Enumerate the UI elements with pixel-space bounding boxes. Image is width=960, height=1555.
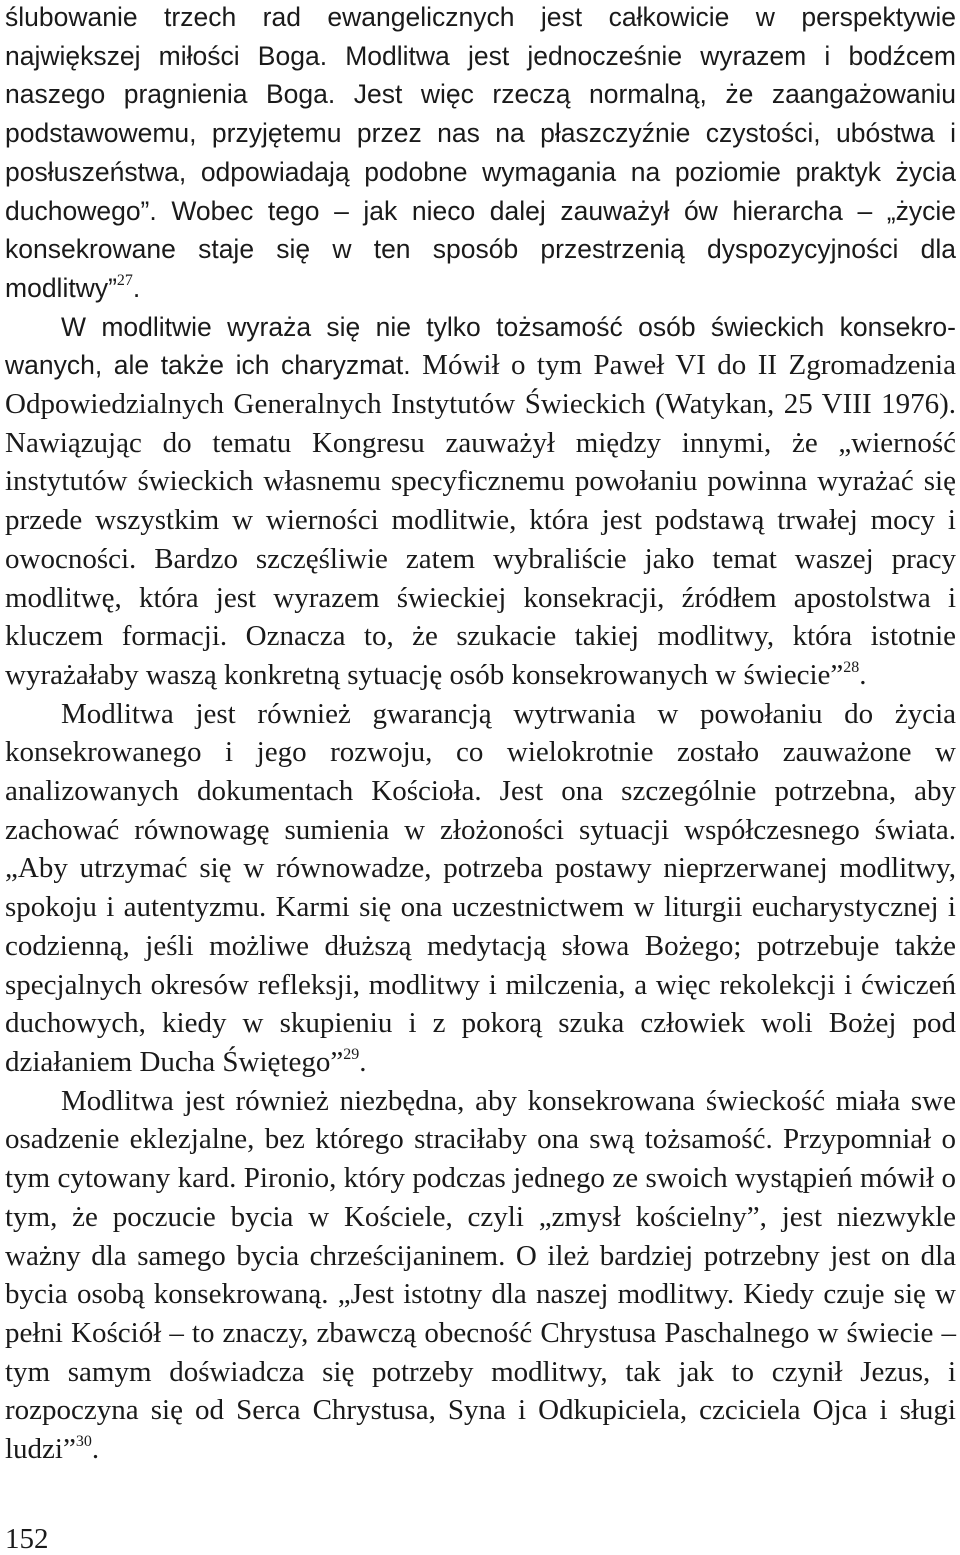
paragraph-4-end: .: [91, 1433, 100, 1466]
paragraph-1-text: ślubowanie trzech rad ewangelicznych jest całkowicie w perspektywie największej miłości Boga. Modlitwa jest jednocześnie wyrazem i bodźcem naszego pragnienia Boga. Jest więc rzeczą normalną, że zaangażowaniu podstawowemu, przyjętemu przez nas na płaszczyźnie czystości, ubóstwa i posłuszeństwa, odpowiadają podobne wymagania na poziomie praktyk życia duchowego”. Wobec tego – jak nieco dalej zauważył ów hierarcha – „życie konsekrowane staje się w ten sposób przestrzenią dyspozycyjności dla modlitwy”: [5, 2, 956, 303]
paragraph-4: [5, 1082, 956, 1469]
paragraph-2-end: .: [859, 658, 867, 691]
paragraph-4-text: Modlitwa jest również niezbędna, aby konsekrowana świeckość miała swe osadzenie eklezjalne, bez którego straciłaby ona swą tożsamość. Przypomniał o tym cytowany kard. Pironio, który podczas jednego ze swoich wystąpień mówił o tym, że poczucie bycia w Kościele, czyli „zmysł kościelny”, jest niezwykle ważny dla samego bycia chrześcijaninem. O ileż bardziej potrzebny jest on dla bycia osobą konsekrowaną. „Jest istotny dla naszej modlitwy. Kiedy czuje się w pełni Kościół – to znaczy, zbawczą obecność Chrystusa Paschalnego w świecie – tym samym doświadcza się potrzeby modlitwy, tak jak to czynił Jezus, i rozpoczyna się od Serca Chrystusa, Syna i Odkupiciela, czciciela Ojca i sługi ludzi”: [5, 1084, 956, 1466]
footnote-ref-30: 30: [75, 1433, 92, 1451]
body-text: [5, 0, 956, 1469]
paragraph-3-end: .: [359, 1045, 367, 1078]
paragraph-3-text: Modlitwa jest również gwarancją wytrwania w powołaniu do życia konsekrowanego i jego rozwoju, co wielokrotnie zostało zauważone w analizowanych dokumentach Kościoła. Jest ona szczególnie potrzebna, aby zachować równowagę sumienia w złożoności sytuacji współczesnego świata. „Aby utrzymać się w równowadze, potrzeba postawy nieprzerwanej modlitwy, spokoju i autentyzmu. Karmi się ona uczestnictwem w liturgii eucharystycznej i codzienną, jeśli możliwe dłuższą medytacją słowa Bożego; potrzebuje także specjalnych okresów refleksji, modlitwy i milczenia, a więc rekolekcji i ćwiczeń duchowych, kiedy w skupieniu i z pokorą szuka człowiek woli Bożej pod działaniem Ducha Świętego”: [5, 697, 956, 1078]
paragraph-1-end: .: [132, 272, 141, 303]
paragraph-2: [5, 308, 956, 695]
paragraph-3: [5, 695, 956, 1082]
page-number: 152: [5, 1523, 49, 1555]
footnote-ref-29: 29: [343, 1045, 360, 1063]
footnote-ref-28: 28: [843, 658, 860, 676]
paragraph-1: [5, 0, 956, 308]
paragraph-2-text: Mówił o tym Paweł VI do II Zgromadzenia Odpowiedzialnych Generalnych Instytutów Świeckich (Watykan, 25 VIII 1976). Nawiązując do tematu Kongresu zauważył między innymi, że „wierność instytutów świeckich własnemu specyficznemu powołaniu powinna wyrażać się przede wszystkim w wierności modlitwie, która jest podstawą trwałej mocy i owocności. Bardzo szczęśliwie zatem wybraliście jako temat waszej pracy modlitwę, która jest wyrazem świeckiej konsekracji, źródłem apostolstwa i kluczem formacji. Oznacza to, że szukacie takiej modlitwy, która istotnie wyrażałaby waszą konkretną sytuację osób konsekrowanych w świecie”: [5, 349, 956, 691]
paragraph-2-lead: W modlitwie wyraża się nie tylko tożsamość osób świeckich konsekrowanych, ale także ich charyzmat.: [5, 311, 956, 381]
footnote-ref-27: 27: [116, 271, 133, 289]
